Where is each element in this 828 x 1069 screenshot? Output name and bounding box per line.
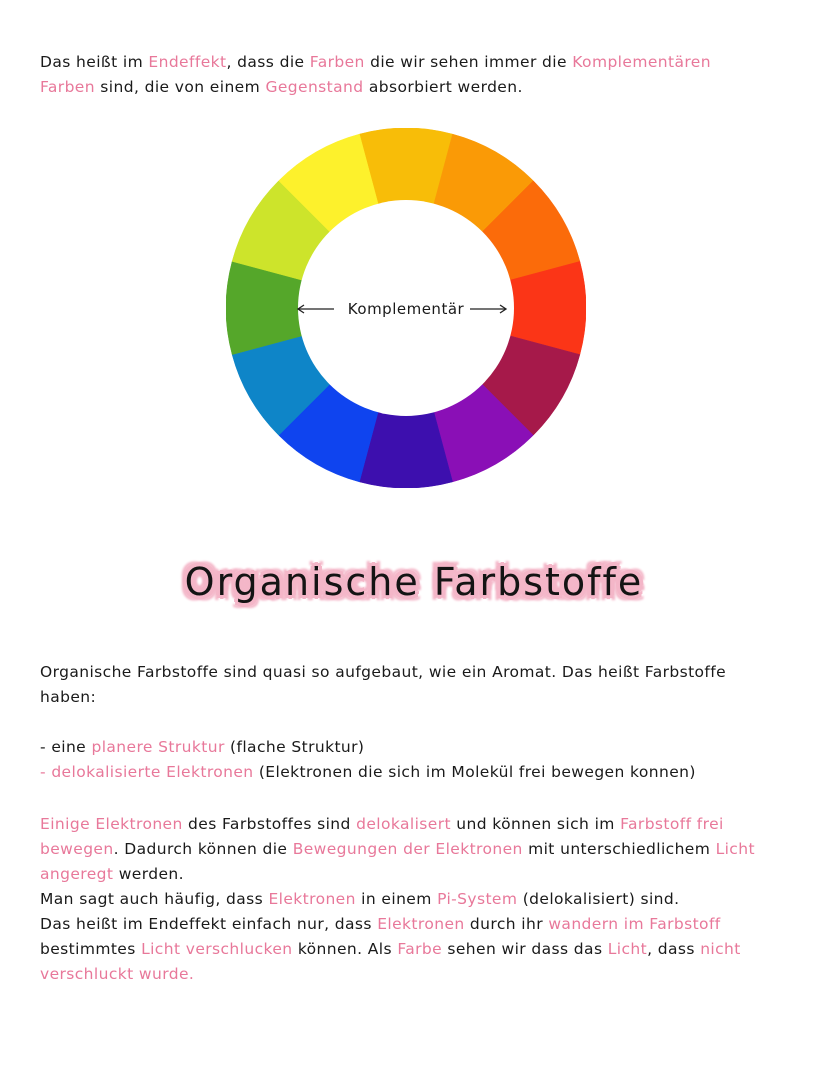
paragraph-text: können. Als xyxy=(292,940,398,958)
list-dash: - eine xyxy=(40,738,92,756)
highlight-komplementaeren: Komplementären xyxy=(572,53,711,71)
highlight-delokalisierte-elektronen: - delokalisierte Elektronen xyxy=(40,763,254,781)
highlight-text: wandern im Farbstoff xyxy=(548,915,721,933)
intro-paragraph xyxy=(40,50,800,100)
highlight-farben: Farben xyxy=(309,53,365,71)
highlight-text: Elektronen xyxy=(377,915,465,933)
highlight-text: Farbe xyxy=(397,940,443,958)
highlight-endeffekt: Endeffekt xyxy=(148,53,227,71)
highlight-text: nicht xyxy=(700,940,741,958)
paragraph-line: Organische Farbstoffe sind quasi so aufgebaut, wie ein Aromat. Das heißt Farbstoffe xyxy=(40,663,727,681)
intro-text: die wir sehen immer die xyxy=(364,53,573,71)
paragraph-text: sehen wir dass das xyxy=(442,940,608,958)
paragraph-text: , dass xyxy=(647,940,701,958)
intro-text: absorbiert werden. xyxy=(363,78,523,96)
highlight-text: Licht xyxy=(715,840,755,858)
color-wheel xyxy=(226,128,586,488)
highlight-text: Licht xyxy=(607,940,648,958)
list-item-text: (Elektronen die sich im Molekül frei bewegen konnen) xyxy=(253,763,696,781)
intro-text: sind, die von einem xyxy=(94,78,266,96)
paragraph-text: des Farbstoffes sind xyxy=(182,815,357,833)
explanation-paragraph xyxy=(40,812,800,987)
highlight-text: Bewegungen der Elektronen xyxy=(292,840,523,858)
highlight-text: verschluckt wurde. xyxy=(40,965,195,983)
list-item-text: (flache Struktur) xyxy=(224,738,365,756)
highlight-text: bewegen xyxy=(40,840,114,858)
paragraph-text: und können sich im xyxy=(450,815,621,833)
list-item xyxy=(40,735,800,760)
paragraph-text: in einem xyxy=(355,890,438,908)
intro-text: Das heißt im xyxy=(40,53,149,71)
paragraph-text: werden. xyxy=(113,865,184,883)
paragraph-text: Das heißt im Endeffekt einfach nur, dass xyxy=(40,915,378,933)
paragraph-line: haben: xyxy=(40,688,97,706)
highlight-planere-struktur: planere Struktur xyxy=(91,738,225,756)
paragraph-text: . Dadurch können die xyxy=(113,840,293,858)
paragraph-text: mit unterschiedlichem xyxy=(522,840,716,858)
highlight-text: angeregt xyxy=(40,865,114,883)
highlight-text: delokalisert xyxy=(356,815,451,833)
highlight-text: Einige Elektronen xyxy=(40,815,183,833)
intro-text: , dass die xyxy=(226,53,310,71)
paragraph-text: (delokalisiert) sind. xyxy=(517,890,680,908)
page-title: Organische Farbstoffe xyxy=(184,560,644,604)
title-wrapper xyxy=(0,560,828,604)
highlight-text: Pi-System xyxy=(437,890,518,908)
highlight-text: Elektronen xyxy=(268,890,356,908)
highlight-text: Licht verschlucken xyxy=(141,940,293,958)
highlight-farben: Farben xyxy=(40,78,95,96)
paragraph-text: Man sagt auch häufig, dass xyxy=(40,890,269,908)
list-item xyxy=(40,760,800,785)
highlight-text: Farbstoff frei xyxy=(620,815,724,833)
complementary-label: Komplementär xyxy=(347,300,465,318)
paragraph-text: bestimmtes xyxy=(40,940,142,958)
intro-organic-paragraph xyxy=(40,660,800,710)
property-list xyxy=(40,735,800,785)
highlight-gegenstand: Gegenstand xyxy=(265,78,364,96)
paragraph-text: durch ihr xyxy=(464,915,549,933)
